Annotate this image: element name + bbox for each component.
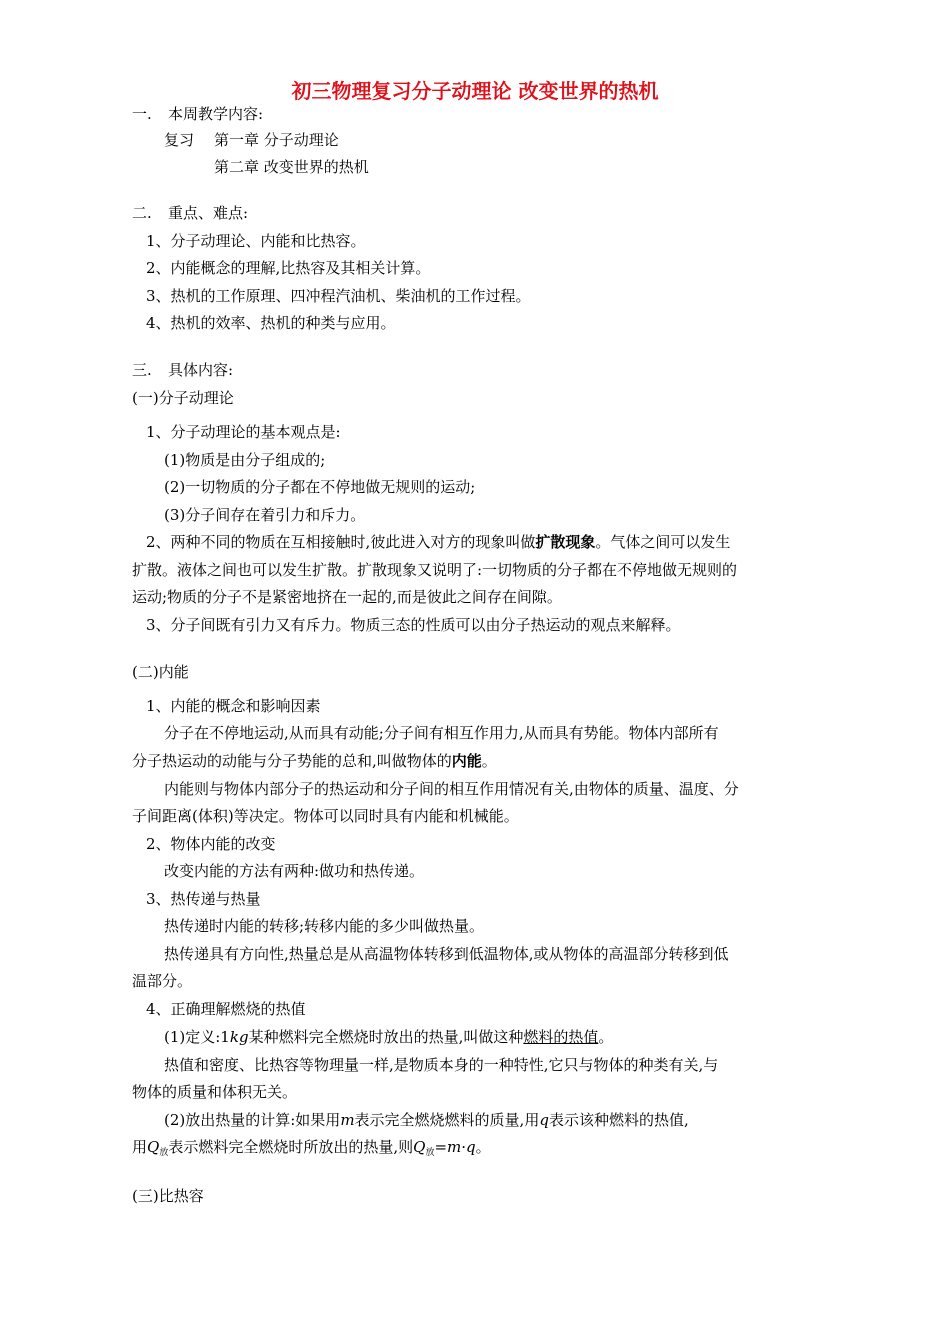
key-point-item: 1、分子动理论、内能和比热容。 (146, 232, 366, 250)
paragraph-line: 运动;物质的分子不是紧密地挤在一起的,而是彼此之间存在间隙。 (132, 588, 562, 606)
section-number: 二. (132, 204, 152, 222)
paragraph-line: 改变内能的方法有两种:做功和热传递。 (164, 862, 425, 880)
symbol-Q: Q (147, 1138, 160, 1156)
paragraph-line: 分子在不停地运动,从而具有动能;分子间有相互作用力,从而具有势能。物体内部所有 (164, 724, 719, 742)
symbol-m: m (447, 1138, 462, 1156)
review-line-1 (164, 130, 339, 150)
text-run: 表示燃料完全燃烧时所放出的热量,则 (168, 1138, 414, 1156)
section-number: 一. (132, 105, 152, 123)
chapter-2: 第二章 改变世界的热机 (214, 158, 369, 176)
paragraph-line (164, 1110, 689, 1130)
text-run: 2、两种不同的物质在互相接触时,彼此进入对方的现象叫做 (146, 533, 536, 551)
paragraph-line: 热传递具有方向性,热量总是从高温物体转移到低温物体,或从物体的高温部分转移到低 (164, 945, 729, 963)
paragraph-line: 扩散。液体之间也可以发生扩散。扩散现象又说明了:一切物质的分子都在不停地做无规则的 (132, 561, 738, 579)
text-run: 某种燃料完全燃烧时放出的热量,叫做这种 (248, 1028, 524, 1046)
viewpoint-item: (1)物质是由分子组成的; (164, 451, 326, 469)
text-run: 表示完全燃烧燃料的质量,用 (354, 1111, 540, 1129)
text-run: 表示该种燃料的热值, (548, 1111, 689, 1129)
paragraph-line: 物体的质量和体积无关。 (132, 1083, 298, 1101)
paragraph-line: 子间距离(体积)等决定。物体可以同时具有内能和机械能。 (132, 807, 519, 825)
symbol-Q: Q (413, 1138, 426, 1156)
subheading: 4、正确理解燃烧的热值 (146, 1000, 306, 1018)
viewpoint-item: (2)一切物质的分子都在不停地做无规则的运动; (164, 478, 476, 496)
subscript: 放 (425, 1148, 435, 1158)
part-3-heading: (三)比热容 (132, 1187, 204, 1205)
unit-kg: kg (229, 1028, 249, 1046)
paragraph-line: 热传递时内能的转移;转移内能的多少叫做热量。 (164, 917, 485, 935)
equals-sign: = (434, 1138, 448, 1156)
subscript: 放 (159, 1148, 169, 1158)
text-run: (2)放出热量的计算:如果用 (164, 1111, 341, 1129)
text-run: 。 (481, 752, 497, 770)
section-title: 具体内容: (168, 361, 234, 379)
key-point-item: 4、热机的效率、热机的种类与应用。 (146, 314, 396, 332)
text-run: 。 (598, 1028, 614, 1046)
part-1-heading: (一)分子动理论 (132, 389, 234, 407)
section-1-heading (132, 104, 263, 124)
paragraph-line (146, 532, 730, 552)
paragraph-line (164, 1027, 613, 1047)
bold-term: 内能 (451, 752, 482, 770)
section-title: 重点、难点: (168, 204, 249, 222)
symbol-q: q (539, 1111, 549, 1129)
dot-operator: · (461, 1138, 467, 1156)
paragraph-line: 内能则与物体内部分子的热运动和分子间的相互作用情况有关,由物体的质量、温度、分 (164, 780, 739, 798)
paragraph: 3、分子间既有引力又有斥力。物质三态的性质可以由分子热运动的观点来解释。 (146, 616, 681, 634)
paragraph: 1、分子动理论的基本观点是: (146, 423, 341, 441)
paragraph-line (132, 751, 497, 771)
section-3-heading (132, 360, 233, 380)
subheading: 2、物体内能的改变 (146, 835, 276, 853)
document-title: 初三物理复习分子动理论 改变世界的热机 (291, 79, 659, 103)
section-title: 本周教学内容: (168, 105, 264, 123)
paragraph-line (132, 1137, 491, 1163)
section-2-heading (132, 203, 248, 223)
section-number: 三. (132, 361, 152, 379)
review-label: 复习 (164, 131, 195, 149)
text-run: 。气体之间可以发生 (595, 533, 731, 551)
viewpoint-item: (3)分子间存在着引力和斥力。 (164, 506, 366, 524)
underlined-term: 燃料的热值 (523, 1028, 599, 1046)
bold-term: 扩散现象 (535, 533, 596, 551)
text-run: 用 (132, 1138, 148, 1156)
paragraph-line: 热值和密度、比热容等物理量一样,是物质本身的一种特性,它只与物体的种类有关,与 (164, 1056, 719, 1074)
symbol-q: q (466, 1138, 476, 1156)
text-run: 。 (475, 1138, 491, 1156)
subheading: 3、热传递与热量 (146, 890, 261, 908)
key-point-item: 2、内能概念的理解,比热容及其相关计算。 (146, 259, 431, 277)
text-run: 分子热运动的动能与分子势能的总和,叫做物体的 (132, 752, 452, 770)
chapter-1: 第一章 分子动理论 (214, 131, 339, 149)
part-2-heading: (二)内能 (132, 663, 189, 681)
symbol-m: m (340, 1111, 355, 1129)
text-run: (1)定义:1 (164, 1028, 230, 1046)
subheading: 1、内能的概念和影响因素 (146, 697, 321, 715)
paragraph-line: 温部分。 (132, 972, 193, 990)
key-point-item: 3、热机的工作原理、四冲程汽油机、柴油机的工作过程。 (146, 287, 531, 305)
